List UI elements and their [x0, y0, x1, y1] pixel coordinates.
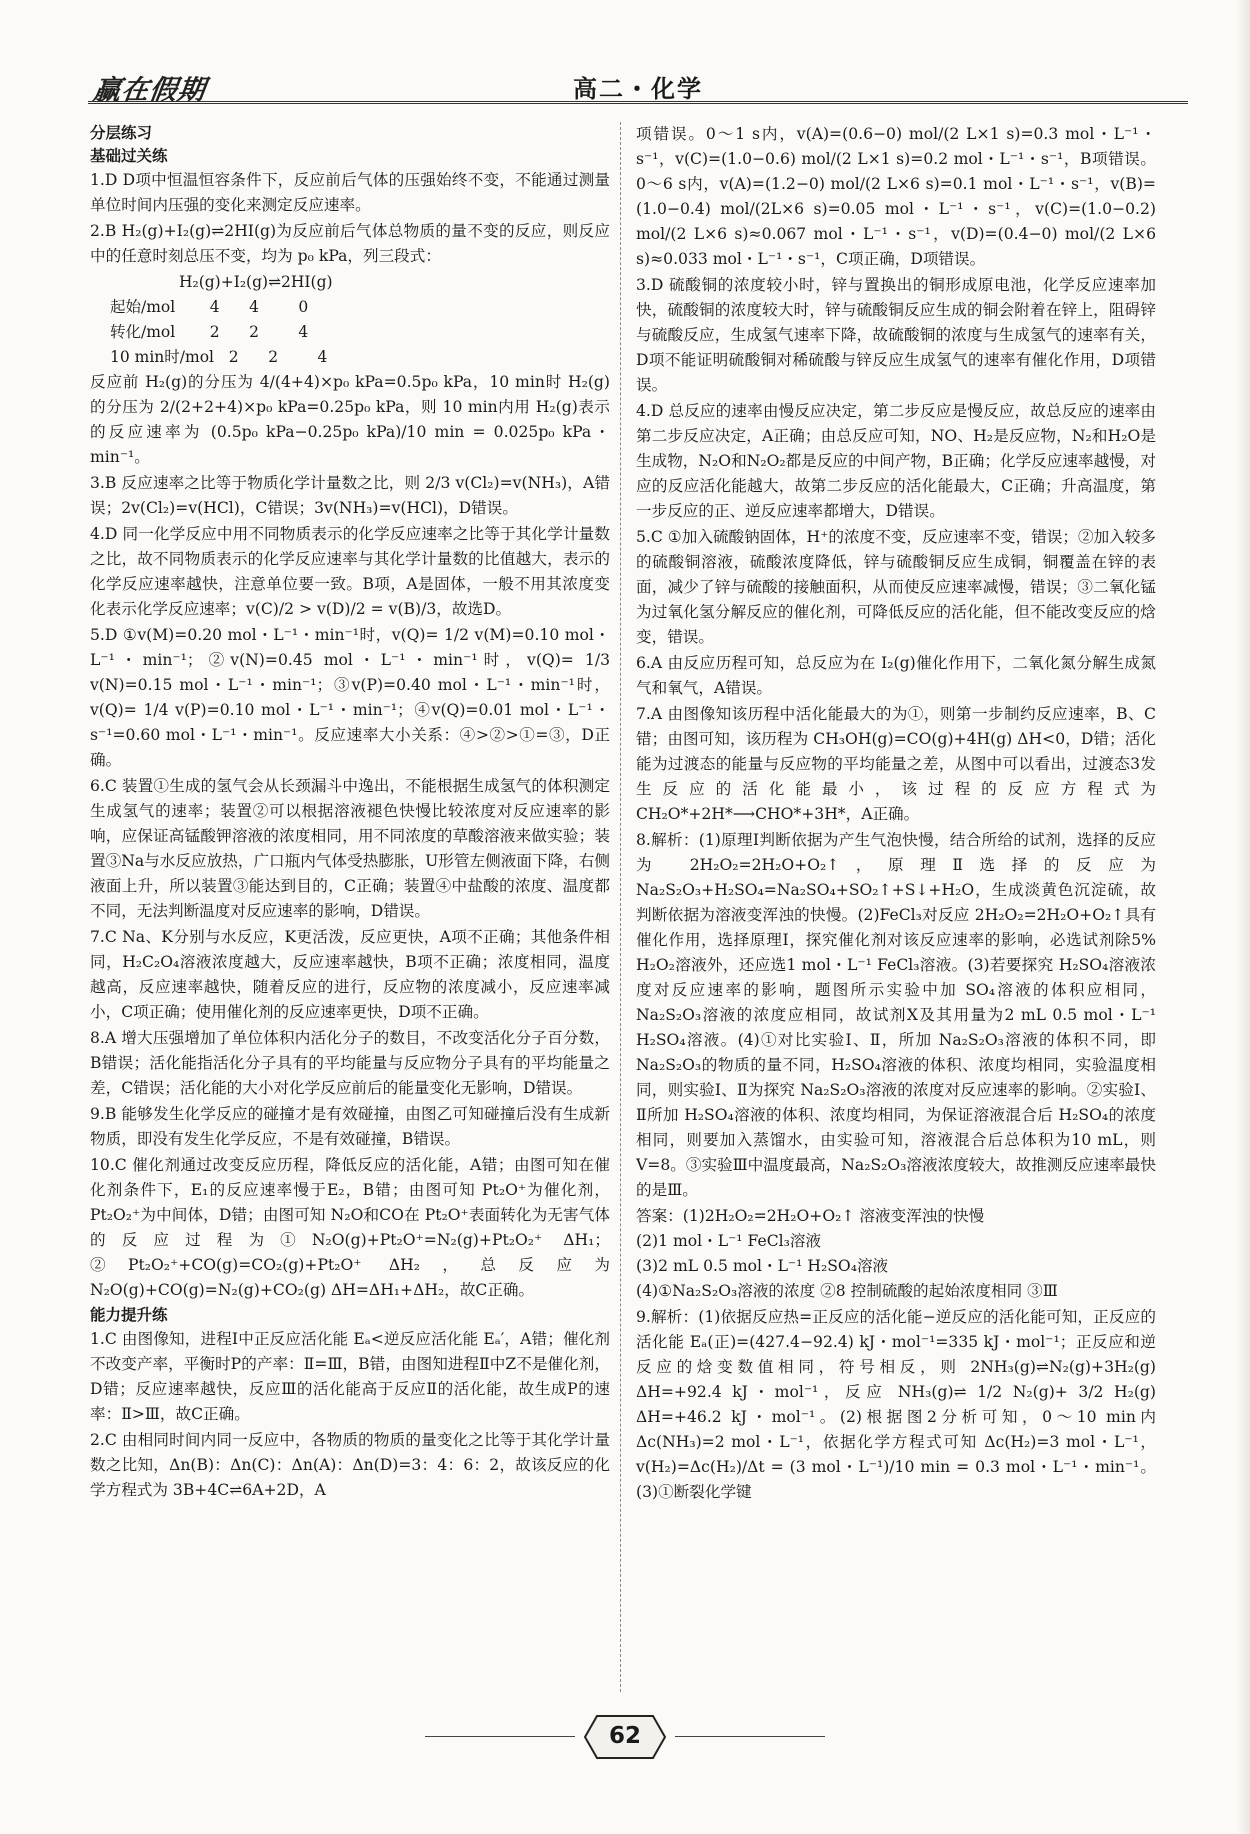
answer-item: 5.C ①加入硫酸钠固体，H⁺的浓度不变，反应速率不变，错误；②加入较多的硫酸铜溶液，硫酸浓度降低，锌与硫酸铜反应生成铜，铜覆盖在锌的表面，减少了锌与硫酸的接触面积，从而使反应速率减慢，错误；③二氧化锰为过氧化氢分解反应的催化剂，可降低反应的活化能，但不能改变反应的焓变，错误。 [636, 528, 1156, 646]
answer-item: 9.B 能够发生化学反应的碰撞才是有效碰撞，由图乙可知碰撞后没有生成新物质，即没有发生化学反应，不是有效碰撞，B错误。 [90, 1105, 610, 1148]
page-number: 62 [608, 1723, 641, 1749]
answer-item: 项错误。0～1 s内，v(A)=(0.6−0) mol/(2 L×1 s)=0.3 mol・L⁻¹・s⁻¹，v(C)=(1.0−0.6) mol/(2 L×1 s)=0.2 mol・L⁻¹・s⁻¹，B项错误。0～6 s内，v(A)=(1.2−0) mol/(2 L×6 s)=0.1 mol・L⁻¹・s⁻¹，v(B)=(1.0−0.4) mol/(2L×6 s)=0.05 mol・L⁻¹・s⁻¹，v(C)=(1.0−0.2) mol/(2 L×6 s)≈0.067 mol・L⁻¹・s⁻¹，v(D)=(0.4−0) mol/(2 L×6 s)≈0.033 mol・L⁻¹・s⁻¹，C项正确，D项错误。 [636, 125, 1156, 268]
answer-item: 5.D ①v(M)=0.20 mol・L⁻¹・min⁻¹时，v(Q)= 1/2 v(M)=0.10 mol・L⁻¹・min⁻¹；②v(N)=0.45 mol・L⁻¹・min⁻¹时，v(Q)= 1/3 v(N)=0.15 mol・L⁻¹・min⁻¹；③v(P)=0.40 mol・L⁻¹・min⁻¹时，v(Q)= 1/4 v(P)=0.10 mol・L⁻¹・min⁻¹；④v(Q)=0.01 mol・L⁻¹・s⁻¹=0.60 mol・L⁻¹・min⁻¹。反应速率大小关系：④>②>①=③，D正确。 [90, 626, 610, 769]
answer-item: 6.A 由反应历程可知，总反应为在 I₂(g)催化作用下，二氧化氮分解生成氮气和氧气，A错误。 [636, 654, 1156, 697]
answer-item: 反应前 H₂(g)的分压为 4/(4+4)×p₀ kPa=0.5p₀ kPa，10 min时 H₂(g)的分压为 2/(2+2+4)×p₀ kPa=0.25p₀ kPa，则 10 min内用 H₂(g)表示的反应速率为 (0.5p₀ kPa−0.25p₀ kPa)/10 min = 0.025p₀ kPa・min⁻¹。 [90, 373, 610, 466]
answer-item: 9.解析：(1)依据反应热=正反应的活化能−逆反应的活化能可知，正反应的活化能 Eₐ(正)=(427.4−92.4) kJ・mol⁻¹=335 kJ・mol⁻¹；正反应和逆反应的焓变数值相同，符号相反，则 2NH₃(g)⇌N₂(g)+3H₂(g) ΔH=+92.4 kJ・mol⁻¹，反应 NH₃(g)⇌ 1/2 N₂(g)+ 3/2 H₂(g) ΔH=+46.2 kJ・mol⁻¹。(2)根据图2分析可知，0～10 min内 Δc(NH₃)=2 mol・L⁻¹，依据化学方程式可知 Δc(H₂)=3 mol・L⁻¹，v(H₂)=Δc(H₂)/Δt = (3 mol・L⁻¹)/10 min = 0.3 mol・L⁻¹・min⁻¹。(3)①断裂化学键 [636, 1308, 1156, 1501]
section-subtitle: 基础过关练 [90, 147, 168, 165]
answer-item: 7.C Na、K分别与水反应，K更活泼，反应更快，A项不正确；其他条件相同，H₂C₂O₄溶液浓度越大，反应速率越快，B项不正确；浓度相同，温度越高，反应速率越快，随着反应的进行，反应物的浓度减小，反应速率减小，C项正确；使用催化剂的反应速率更快，D项不正确。 [90, 928, 610, 1021]
answer-item: 3.B 反应速率之比等于物质化学计量数之比，则 2/3 v(Cl₂)=v(NH₃)，A错误；2v(Cl₂)=v(HCl)，C错误；3v(NH₃)=v(HCl)，D错误。 [90, 474, 610, 517]
section-title: 分层练习 [90, 124, 153, 142]
answer-item: 4.D 同一化学反应中用不同物质表示的化学反应速率之比等于其化学计量数之比，故不同物质表示的化学反应速率与其化学计量数的比值越大，表示的化学反应速率越快，注意单位要一致。B项，A是固体，一般不用其浓度变化表示化学反应速率；v(C)/2 > v(D)/2 = v(B)/3，故选D。 [90, 525, 610, 618]
answer-item: 3.D 硫酸铜的浓度较小时，锌与置换出的铜形成原电池，化学反应速率加快，硫酸铜的浓度较大时，锌与硫酸铜反应生成的铜会附着在锌上，阻碍锌与硫酸反应，生成氢气速率下降，故硫酸铜的浓度与生成氢气的速率有关，D项不能证明硫酸铜对稀硫酸与锌反应生成氢气的速率有催化作用，D项错误。 [636, 276, 1156, 394]
page-edge-shadow [1236, 0, 1250, 1834]
answer-item: 8.A 增大压强增加了单位体积内活化分子的数目，不改变活化分子百分数，B错误；活化能指活化分子具有的平均能量与反应物分子具有的平均能量之差，C错误；活化能的大小对化学反应前后的能量变化无影响，D错误。 [90, 1029, 610, 1097]
page-header [88, 64, 1188, 104]
footer-rule-right [675, 1736, 825, 1737]
answer-item: 2.C 由相同时间内同一反应中，各物质的物质的量变化之比等于其化学计量数之比知，Δn(B)：Δn(C)：Δn(A)：Δn(D)=3：4：6：2，故该反应的化学方程式为 3B+4C⇌6A+2D，A [90, 1431, 610, 1499]
page-footer [0, 1700, 1250, 1760]
answer-item: 6.C 装置①生成的氢气会从长颈漏斗中逸出，不能根据生成氢气的体积测定生成氢气的速率；装置②可以根据溶液褪色快慢比较浓度对反应速率的影响，应保证高锰酸钾溶液的浓度相同，用不同浓度的草酸溶液来做实验；装置③Na与水反应放热，广口瓶内气体受热膨胀，U形管左侧液面下降，右侧液面上升，所以装置③能达到目的，C正确；装置④中盐酸的浓度、温度都不同，无法判断温度对反应速率的影响，D错误。 [90, 777, 610, 920]
three-stage-table: H₂(g)+I₂(g)⇌2HI(g) 起始/mol 4 4 0 转化/mol 2 2 4 10 min时/mol 2 2 4 [110, 273, 333, 366]
answer-item: 4.D 总反应的速率由慢反应决定，第二步反应是慢反应，故总反应的速率由第二步反应决定，A正确；由总反应可知，NO、H₂是反应物，N₂和H₂O是生成物，N₂O和N₂O₂都是反应的中间产物，B正确；化学反应速率越慢，对应的反应活化能越大，故第二步反应的活化能最大，C正确；升高温度，第一步反应的正、逆反应速率都增大，D错误。 [636, 402, 1156, 520]
answer-item: 2.B H₂(g)+I₂(g)⇌2HI(g)为反应前后气体总物质的量不变的反应，则反应中的任意时刻总压不变，均为 p₀ kPa，列三段式： [90, 222, 610, 265]
brand-logo: 赢在假期 [91, 75, 208, 106]
answer-item: 8.解析：(1)原理Ⅰ判断依据为产生气泡快慢，结合所给的试剂，选择的反应为 2H₂O₂=2H₂O+O₂↑，原理Ⅱ选择的反应为 Na₂S₂O₃+H₂SO₄=Na₂SO₄+SO₂↑+S↓+H₂O，生成淡黄色沉淀硫，故判断依据为溶液变浑浊的快慢。(2)FeCl₃对反应 2H₂O₂=2H₂O+O₂↑具有催化作用，选择原理Ⅰ，探究催化剂对该反应速率的影响，必选试剂除5% H₂O₂溶液外，还应选1 mol・L⁻¹ FeCl₃溶液。(3)若要探究 H₂SO₄溶液浓度对反应速率的影响，题图所示实验中加 SO₄溶液的体积应相同，Na₂S₂O₃溶液的浓度应相同，故试剂X及其用量为2 mL 0.5 mol・L⁻¹ H₂SO₄溶液。(4)①对比实验Ⅰ、Ⅱ，所加 Na₂S₂O₃溶液的体积不同，即 Na₂S₂O₃的物质的量不同，H₂SO₄溶液的体积、浓度均相同，实验温度相同，则实验Ⅰ、Ⅱ为探究 Na₂S₂O₃溶液的浓度对反应速率的影响。②实验Ⅰ、Ⅱ所加 H₂SO₄溶液的体积、浓度均相同，为保证溶液混合后 H₂SO₄的浓度相同，则要加入蒸馏水，由实验可知，溶液混合后总体积为10 mL，则V=8。③实验Ⅲ中温度最高，Na₂S₂O₃溶液浓度较大，故推测反应速率最快的是Ⅲ。 [636, 831, 1156, 1199]
column-divider [620, 122, 621, 1692]
answer-item: 10.C 催化剂通过改变反应历程，降低反应的活化能，A错；由图可知在催化剂条件下，E₁的反应速率慢于E₂，B错；由图可知 Pt₂O⁺为催化剂，Pt₂O₂⁺为中间体，D错；由图可知 N₂O和CO在 Pt₂O⁺表面转化为无害气体的反应过程为①N₂O(g)+Pt₂O⁺=N₂(g)+Pt₂O₂⁺ ΔH₁；②Pt₂O₂⁺+CO(g)=CO₂(g)+Pt₂O⁺ ΔH₂，总反应为N₂O(g)+CO(g)=N₂(g)+CO₂(g) ΔH=ΔH₁+ΔH₂，故C正确。 [90, 1156, 610, 1299]
answer-item: 7.A 由图像知该历程中活化能最大的为①，则第一步制约反应速率，B、C错；由图可知，该历程为 CH₃OH(g)=CO(g)+4H(g) ΔH<0，D错；活化能为过渡态的能量与反应物的平均能量之差，从图中可以看出，过渡态3发生反应的活化能最小，该过程的反应方程式为 CH₂O*+2H*⟶CHO*+3H*，A正确。 [636, 705, 1156, 823]
page-title: 高二・化学 [573, 75, 703, 103]
page-number-badge [583, 1714, 667, 1760]
footer-rule-left [425, 1736, 575, 1737]
answer-key: 答案：(1)2H₂O₂=2H₂O+O₂↑ 溶液变浑浊的快慢 (2)1 mol・L⁻¹ FeCl₃溶液 (3)2 mL 0.5 mol・L⁻¹ H₂SO₄溶液 (4)①Na₂S₂O₃溶液的浓度 ②8 控制硫酸的起始浓度相同 ③Ⅲ [636, 1207, 1058, 1300]
answer-item: 1.D D项中恒温恒容条件下，反应前后气体的压强始终不变，不能通过测量单位时间内压强的变化来测定反应速率。 [90, 171, 610, 214]
section-subtitle: 能力提升练 [90, 1306, 168, 1324]
answer-item: 1.C 由图像知，进程Ⅰ中正反应活化能 Eₐ<逆反应活化能 Eₐ′，A错；催化剂不改变产率，平衡时P的产率：Ⅱ=Ⅲ，B错，由图知进程Ⅱ中Z不是催化剂，D错；反应速率越快，反应Ⅲ的活化能高于反应Ⅱ的活化能，故生成P的速率：Ⅱ>Ⅲ，故C正确。 [90, 1330, 610, 1423]
left-column [90, 122, 610, 1692]
right-column [636, 122, 1156, 1692]
